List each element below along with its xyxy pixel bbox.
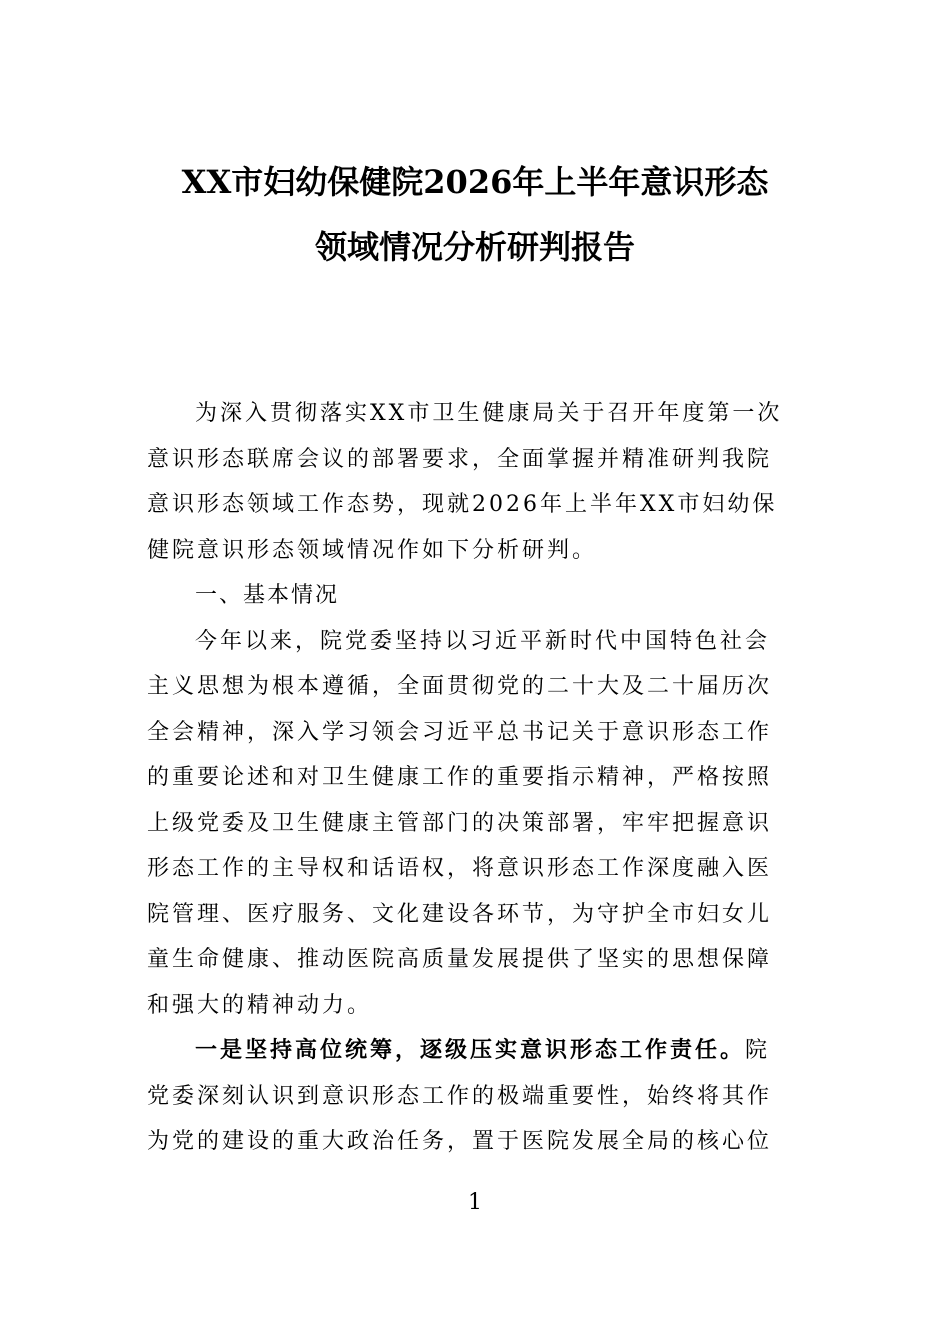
paragraph-line: 为党的建设的重大政治任务，置于医院发展全局的核心位 — [147, 1129, 773, 1154]
section-heading-basic-situation: 一、基本情况 — [195, 583, 340, 608]
paragraph-line: 童生命健康、推动医院高质量发展提供了坚实的思想保障 — [147, 947, 773, 972]
paragraph-line: 今年以来，院党委坚持以习近平新时代中国特色社会 — [195, 628, 771, 654]
paragraph-line: 上级党委及卫生健康主管部门的决策部署，牢牢把握意识 — [147, 810, 773, 836]
paragraph-line — [147, 1028, 807, 1074]
document-body — [147, 391, 807, 1165]
page-number: 1 — [468, 1190, 482, 1215]
paragraph-line: 院管理、医疗服务、文化建设各环节，为守护全市妇女儿 — [147, 901, 773, 927]
paragraph-line: 意识形态联席会议的部署要求，全面掌握并精准研判我院 — [147, 446, 773, 472]
basic-situation-paragraph — [147, 619, 807, 1029]
intro-paragraph — [147, 391, 807, 573]
document-title — [100, 162, 850, 267]
paragraph-line: 形态工作的主导权和话语权，将意识形态工作深度融入医 — [147, 856, 773, 881]
title-line-1: XX市妇幼保健院2026年上半年意识形态 — [181, 163, 769, 201]
point-one-paragraph — [147, 1028, 807, 1165]
paragraph-line: 全会精神，深入学习领会习近平总书记关于意识形态工作 — [147, 719, 773, 745]
point-one-lead-in: 一是坚持高位统筹，逐级压实意识形态工作责任。 — [195, 1037, 746, 1063]
paragraph-line: 党委深刻认识到意识形态工作的极端重要性，始终将其作 — [147, 1083, 773, 1109]
paragraph-line: 的重要论述和对卫生健康工作的重要指示精神，严格按照 — [147, 765, 773, 790]
paragraph-line: 和强大的精神动力。 — [147, 992, 373, 1018]
paragraph-line: 为深入贯彻落实XX市卫生健康局关于召开年度第一次 — [195, 401, 783, 426]
paragraph-line: 意识形态领域工作态势，现就2026年上半年XX市妇幼保 — [147, 492, 778, 517]
point-one-first-tail: 院 — [745, 1038, 771, 1063]
paragraph-line: 主义思想为根本遵循，全面贯彻党的二十大及二十届历次 — [147, 674, 773, 699]
title-line-2: 领域情况分析研判报告 — [314, 228, 635, 266]
paragraph-line: 健院意识形态领域情况作如下分析研判。 — [147, 537, 598, 563]
